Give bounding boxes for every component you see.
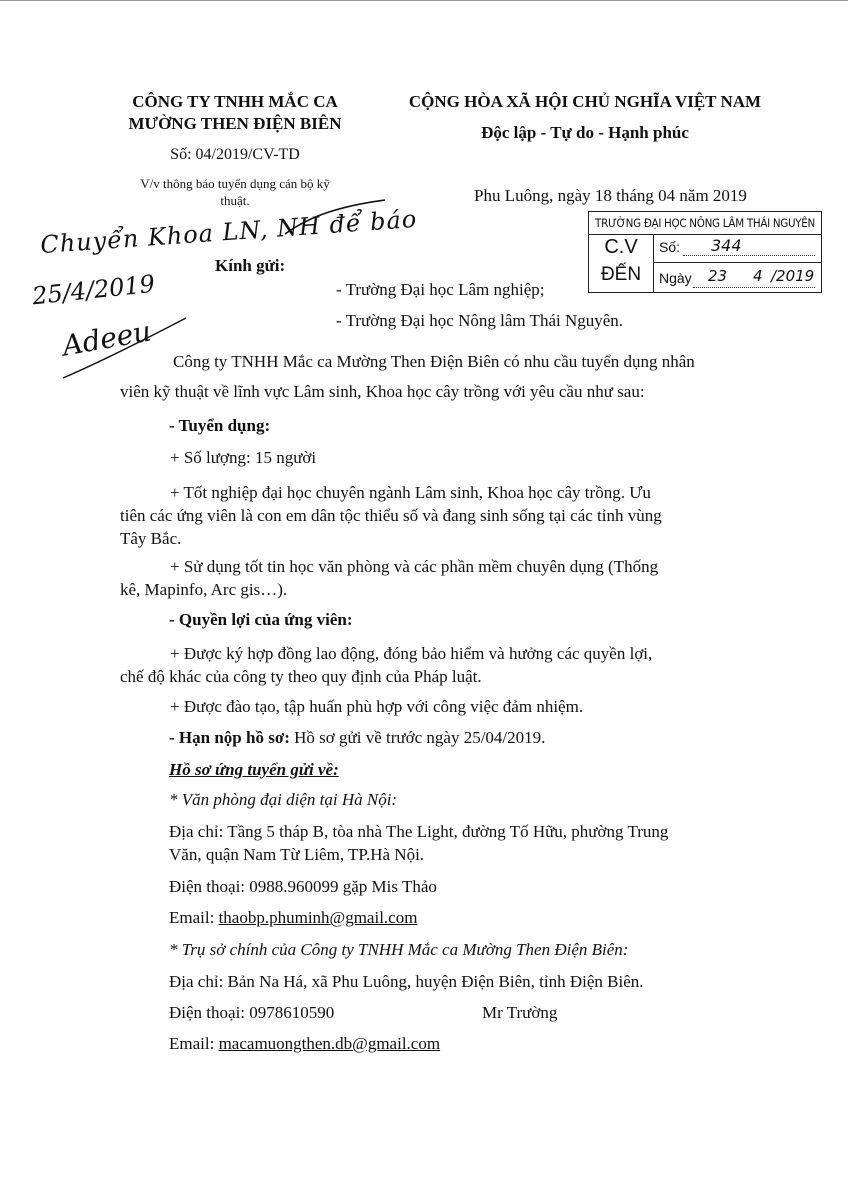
office-email-row	[169, 908, 417, 928]
recruit-grad-line2: tiên các ứng viên là con em dân tộc thiểu số và đang sinh sống tại các tỉnh vùng	[120, 506, 662, 525]
stamp-number-row	[653, 234, 821, 263]
stamp-cv: C.V	[604, 236, 638, 258]
hq-email-link[interactable]: macamuongthen.db@gmail.com	[218, 1034, 441, 1053]
benefit1-line1: + Được ký hợp đồng lao động, đóng bảo hiểm và hưởng các quyền lợi,	[170, 644, 653, 663]
handwritten-signature: Adeeu	[59, 314, 154, 363]
stamp-ngay-day: 23	[708, 267, 728, 285]
page-top-edge	[0, 0, 848, 1]
place-date: Phu Luông, ngày 18 tháng 04 năm 2019	[474, 186, 747, 205]
recruit-quantity: + Số lượng: 15 người	[170, 448, 317, 467]
recipient-1: - Trường Đại học Lâm nghiệp;	[336, 280, 545, 299]
national-motto: Độc lập - Tự do - Hạnh phúc	[481, 123, 689, 142]
handwritten-note: Chuyển Khoa LN, NH để báo	[39, 204, 419, 260]
stamp-so-dots	[683, 254, 815, 256]
stamp-ngay-dots	[693, 286, 815, 288]
stamp-ngay-month: 4	[753, 267, 763, 285]
hq-heading: * Trụ sở chính của Công ty TNHH Mắc ca Mường Then Điện Biên:	[169, 940, 629, 959]
stamp-date-row	[653, 262, 821, 292]
office-address-line1: Địa chỉ: Tầng 5 tháp B, tòa nhà The Light, đường Tố Hữu, phường Trung	[169, 822, 669, 841]
recruit-heading: - Tuyển dụng:	[169, 416, 271, 435]
office-email-label: Email:	[169, 908, 219, 927]
national-title: CỘNG HÒA XÃ HỘI CHỦ NGHĨA VIỆT NAM	[408, 92, 762, 111]
hq-email-row	[169, 1034, 440, 1054]
hq-address: Địa chỉ: Bản Na Há, xã Phu Luông, huyện Điện Biên, tỉnh Điện Biên.	[169, 972, 644, 991]
benefits-heading: - Quyền lợi của ứng viên:	[169, 610, 353, 629]
stamp-so-label: Số:	[659, 239, 681, 255]
incoming-stamp	[588, 211, 822, 293]
handwritten-stroke-icon	[280, 196, 390, 236]
hq-email-label: Email:	[169, 1034, 219, 1053]
hq-phone: Điện thoại: 0978610590	[169, 1003, 335, 1022]
deadline-text: Hồ sơ gửi về trước ngày 25/04/2019.	[289, 728, 546, 747]
office-phone: Điện thoại: 0988.960099 gặp Mis Thảo	[169, 877, 437, 896]
stamp-left-cell	[589, 234, 654, 292]
recruit-it-line2: kê, Mapinfo, Arc gis…).	[120, 580, 288, 599]
company-name-line2: MƯỜNG THEN ĐIỆN BIÊN	[128, 114, 342, 133]
greeting-label: Kính gửi:	[215, 256, 286, 275]
office-heading: * Văn phòng đại diện tại Hà Nội:	[169, 790, 398, 809]
company-name-line1: CÔNG TY TNHH MẮC CA	[132, 92, 338, 111]
subject-line2: thuật.	[220, 193, 250, 208]
recruit-grad-line1: + Tốt nghiệp đại học chuyên ngành Lâm sinh, Khoa học cây trồng. Ưu	[170, 483, 651, 502]
stamp-den: ĐẾN	[600, 264, 642, 285]
deadline	[169, 728, 545, 748]
office-address-line2: Văn, quận Nam Từ Liêm, TP.Hà Nội.	[169, 845, 425, 864]
recipient-2: - Trường Đại học Nông lâm Thái Nguyên.	[336, 311, 624, 330]
recruit-it-line1: + Sử dụng tốt tin học văn phòng và các phần mềm chuyên dụng (Thống	[170, 557, 659, 576]
submit-heading: Hồ sơ ứng tuyển gửi về:	[169, 760, 339, 779]
stamp-header: TRƯỜNG ĐẠI HỌC NÔNG LÂM THÁI NGUYÊN	[589, 212, 821, 235]
subject-line1: V/v thông báo tuyển dụng cán bộ kỹ	[140, 176, 330, 191]
hq-contact: Mr Trường	[482, 1003, 558, 1022]
deadline-label: - Hạn nộp hồ sơ:	[169, 728, 290, 747]
benefit2: + Được đào tạo, tập huấn phù hợp với công việc đảm nhiệm.	[170, 697, 584, 716]
intro-line2: viên kỹ thuật về lĩnh vực Lâm sinh, Khoa học cây trồng với yêu cầu như sau:	[120, 382, 645, 401]
stamp-so-value: 344	[711, 236, 742, 255]
recruit-grad-line3: Tây Bắc.	[120, 529, 182, 548]
office-email-link[interactable]: thaobp.phuminh@gmail.com	[218, 908, 418, 927]
stamp-ngay-year: /2019	[771, 267, 815, 285]
signature-stroke-icon	[60, 312, 190, 382]
benefit1-line2: chế độ khác của công ty theo quy định của Pháp luật.	[120, 667, 482, 686]
stamp-ngay-label: Ngày	[659, 270, 692, 286]
handwritten-date: 25/4/2019	[30, 269, 157, 311]
intro-line1: Công ty TNHH Mắc ca Mường Then Điện Biên có nhu cầu tuyển dụng nhân	[173, 352, 695, 371]
document-number: Số: 04/2019/CV-TD	[170, 146, 300, 163]
